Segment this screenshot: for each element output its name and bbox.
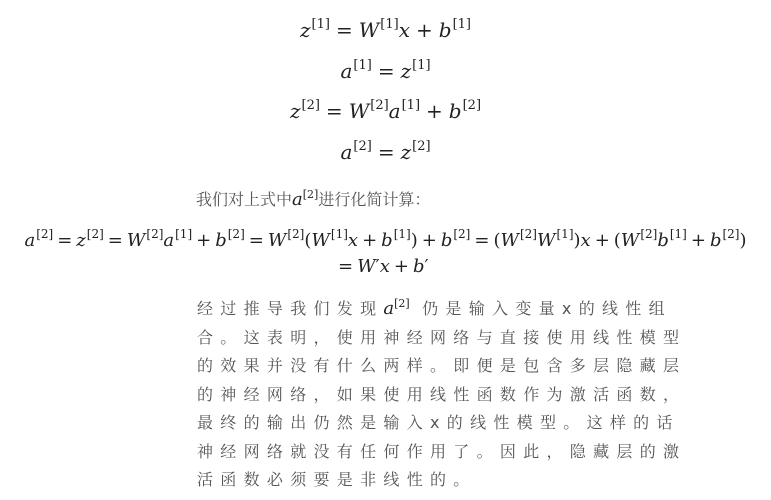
paragraph-line: 神经网络就没有任何作用了。因此，隐藏层的激 bbox=[197, 441, 687, 461]
var-a: a bbox=[340, 140, 353, 164]
equation-a1 bbox=[0, 58, 771, 83]
equals-sign: = bbox=[377, 59, 395, 83]
superscript: [1] bbox=[452, 17, 471, 32]
paragraph-line: 的效果并没有什么两样。即便是包含多层隐藏层 bbox=[197, 356, 687, 375]
superscript: [1] bbox=[412, 58, 431, 73]
var-z: z bbox=[300, 18, 311, 42]
superscript: [1] bbox=[401, 98, 421, 113]
paragraph-line: 合。这表明，使用神经网络与直接使用线性模型 bbox=[197, 327, 687, 347]
superscript: [2] bbox=[353, 139, 372, 154]
paragraph-line: 活函数必须要是非线性的。 bbox=[197, 470, 477, 489]
paragraph-line: 的神经网络，如果使用线性函数作为激活函数， bbox=[197, 384, 687, 404]
explanation-paragraph bbox=[197, 295, 687, 495]
superscript: [2] bbox=[462, 98, 482, 113]
superscript: [1] bbox=[311, 17, 330, 32]
superscript: [2] bbox=[412, 139, 431, 154]
equals-sign: = bbox=[325, 99, 343, 123]
intro-sentence bbox=[196, 190, 430, 210]
var-x: x bbox=[398, 18, 410, 42]
var-a: a bbox=[340, 59, 353, 83]
long-equation-line2: = W′x + b′ bbox=[338, 256, 429, 277]
var-z: z bbox=[400, 59, 412, 83]
equals-sign: = bbox=[377, 140, 395, 164]
plus-sign: + bbox=[416, 18, 433, 42]
var-b: b bbox=[448, 99, 462, 123]
equation-a2 bbox=[0, 139, 771, 164]
var-W: W bbox=[358, 18, 380, 42]
var-a: a bbox=[388, 99, 401, 123]
inline-var-a2: a[2] bbox=[292, 188, 319, 210]
paragraph-line: 最终的输出仍然是输入x的线性模型。这样的话 bbox=[197, 413, 680, 432]
equals-sign: = bbox=[335, 18, 353, 42]
paragraph-line: 经过推导我们发现a[2] 仍是输入变量x的线性组 bbox=[197, 297, 672, 319]
long-equation-line1: a[2] = z[2] = W[2]a[1] + b[2] = W[2](W[1]x + b[1]) + b[2] = (W[2]W[1])x + (W[2]b[1] + b[2]) bbox=[24, 227, 747, 251]
superscript: [2] bbox=[370, 98, 389, 113]
var-b: b bbox=[438, 18, 452, 42]
superscript: [1] bbox=[380, 17, 399, 32]
var-W: W bbox=[348, 99, 370, 123]
equation-z1 bbox=[0, 17, 771, 42]
intro-text-after: 进行化简计算： bbox=[318, 190, 431, 209]
intro-text-before: 我们对上式中 bbox=[196, 190, 293, 209]
inline-var-a2: a[2] bbox=[383, 297, 410, 319]
var-z: z bbox=[289, 99, 301, 123]
equation-z2 bbox=[0, 98, 771, 123]
superscript: [1] bbox=[353, 58, 372, 73]
var-z: z bbox=[400, 140, 412, 164]
plus-sign: + bbox=[426, 99, 443, 123]
superscript: [2] bbox=[301, 98, 320, 113]
